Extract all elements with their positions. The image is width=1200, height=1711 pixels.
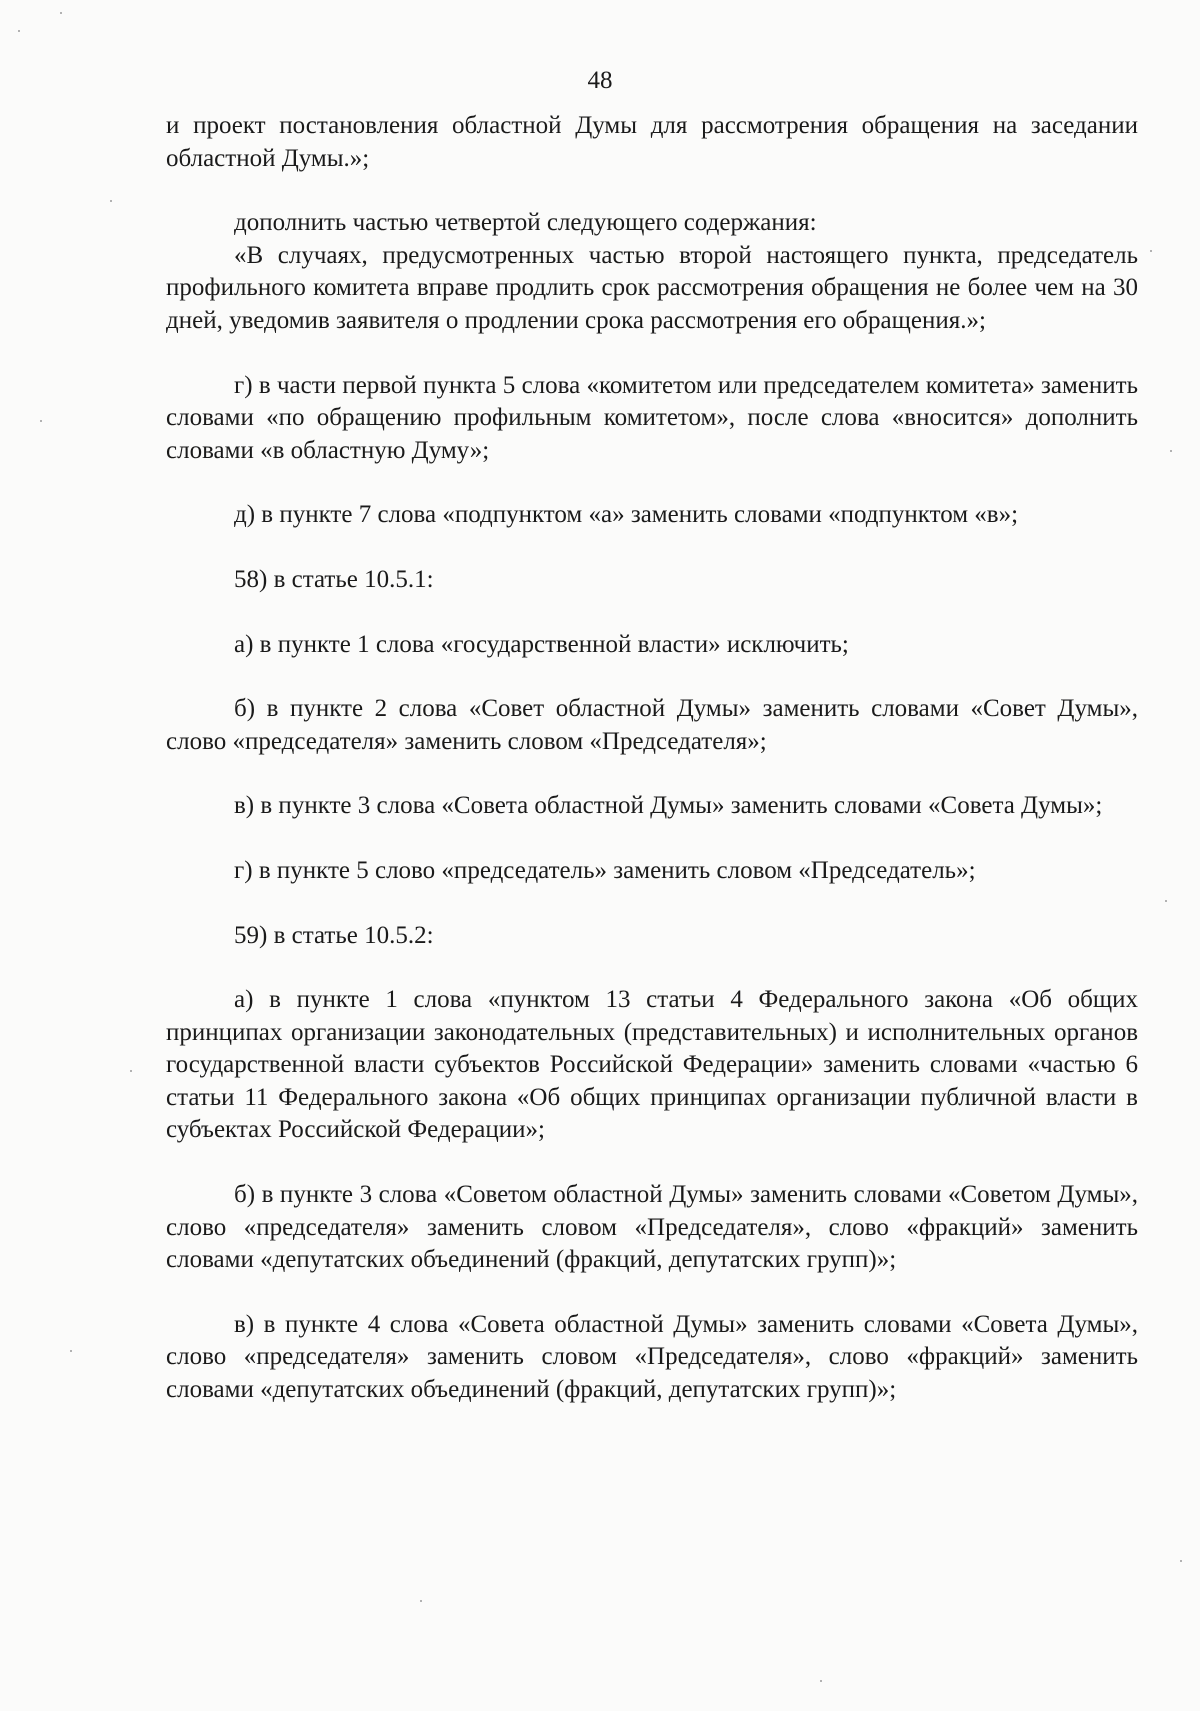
paragraph-item-g-point5: г) в части первой пункта 5 слова «комитетом или председателем комитета» заменить словами «по обращению профильным комитетом», после слова «вносится» дополнить словами «в областную Думу»; [166,371,1138,464]
paragraph-item-b-point3-council: б) в пункте 3 слова «Советом областной Думы» заменить словами «Советом Думы», слово «председателя» заменить словом «Председателя», слово «фракций» заменить словами «депутатских объединений (фракций, депутатских групп)»; [166,1181,1138,1274]
paragraph-item-b-point2: б) в пункте 2 слова «Совет областной Думы» заменить словами «Совет Думы», слово «председателя» заменить словом «Председателя»; [166,695,1138,755]
paragraph-continuation: и проект постановления областной Думы для рассмотрения обращения на заседании областной Думы.»; [166,112,1138,172]
paragraph-item-v-point3: в) в пункте 3 слова «Совета областной Думы» заменить словами «Совета Думы»; [234,792,1103,820]
paragraph-article-58: 58) в статье 10.5.1: [234,565,434,593]
paragraph-item-v-point4-council: в) в пункте 4 слова «Совета областной Думы» заменить словами «Совета Думы», слово «председателя» заменить словом «Председателя», слово «фракций» заменить словами «депутатских объединений (фракций, депутатских групп)»; [166,1310,1138,1404]
paragraph-quoted-provision: «В случаях, предусмотренных частью второй настоящего пункта, председатель профильного комитета вправе продлить срок рассмотрения обращения не более чем на 30 дней, уведомив заявителя о продлении срока рассмотрения его обращения.»; [166,241,1138,334]
page-number: 48 [587,67,613,94]
paragraph-item-d-point7: д) в пункте 7 слова «подпунктом «а» заменить словами «подпунктом «в»; [234,501,1019,529]
paragraph-item-a-federal-law: а) в пункте 1 слова «пунктом 13 статьи 4 Федерального закона «Об общих принципах организации законодательных (представительных) и исполнительных органов государственной власти субъектов Российской Федерации» заменить словами «частью 6 статьи 11 Федерального закона «Об общих принципах организации публичной власти в субъектах Российской Федерации»; [166,986,1138,1144]
paragraph-article-59: 59) в статье 10.5.2: [234,921,434,949]
paragraph-supplement-intro: дополнить частью четвертой следующего содержания: [234,209,817,237]
document-body [166,110,1138,1407]
paragraph-item-g-point5-chair: г) в пункте 5 слово «председатель» заменить словом «Председатель»; [234,856,976,884]
paragraph-item-a-point1: а) в пункте 1 слова «государственной власти» исключить; [234,630,849,658]
